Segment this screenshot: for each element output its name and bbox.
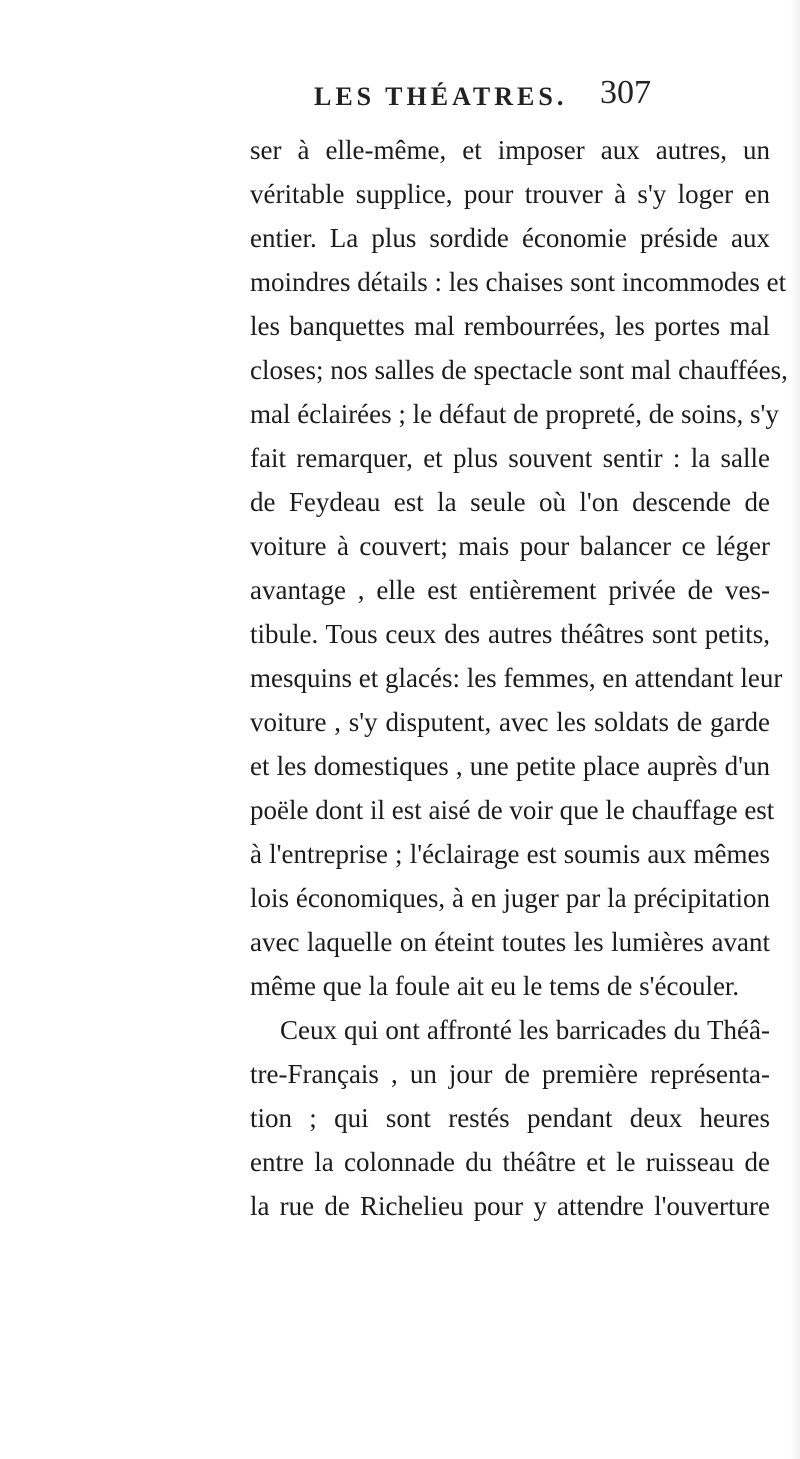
text-line: fait remarquer, et plus souvent sentir : la salle [250,443,770,473]
running-title: LES THÉATRES. [314,82,568,111]
text-line: avec laquelle on éteint toutes les lumières avant [250,927,770,957]
text-line: voiture à couvert; mais pour balancer ce léger [250,531,770,561]
text-line: mesquins et glacés: les femmes, en attendant leur [250,663,783,693]
text-line: tibule. Tous ceux des autres théâtres sont petits, [250,619,770,649]
text-line: entier. La plus sordide économie préside aux [250,223,770,253]
text-line: voiture , s'y disputent, avec les soldats de garde [250,707,770,737]
page-header [0,74,800,122]
text-line: véritable supplice, pour trouver à s'y loger en [250,179,770,209]
text-line: entre la colonnade du théâtre et le ruisseau de [250,1147,770,1177]
text-line: Ceux qui ont affronté les barricades du Théâ- [280,1015,770,1045]
text-line: et les domestiques , une petite place auprès d'un [250,751,770,781]
text-line: moindres détails : les chaises sont incommodes et [250,267,787,297]
text-line: poële dont il est aisé de voir que le chauffage est [250,795,775,825]
text-line: même que la foule ait eu le tems de s'écouler. [250,971,740,1001]
text-line: tre-Français , un jour de première représenta- [250,1059,770,1089]
text-line: les banquettes mal rembourrées, les portes mal [250,311,770,341]
text-line: avantage , elle est entièrement privée de ves- [250,575,770,605]
text-line: tion ; qui sont restés pendant deux heures [250,1103,770,1133]
text-line: ser à elle-même, et imposer aux autres, un [250,135,770,165]
text-line: closes; nos salles de spectacle sont mal chauffées, [250,355,788,385]
text-line: lois économiques, à en juger par la précipitation [250,883,770,913]
page-edge-shadow [790,0,800,1459]
page-number: 307 [600,74,651,111]
text-line: à l'entreprise ; l'éclairage est soumis aux mêmes [250,839,770,869]
text-line: mal éclairées ; le défaut de propreté, de soins, s'y [250,399,779,429]
text-line: de Feydeau est la seule où l'on descende de [250,487,770,517]
text-line: la rue de Richelieu pour y attendre l'ouverture [250,1191,770,1221]
